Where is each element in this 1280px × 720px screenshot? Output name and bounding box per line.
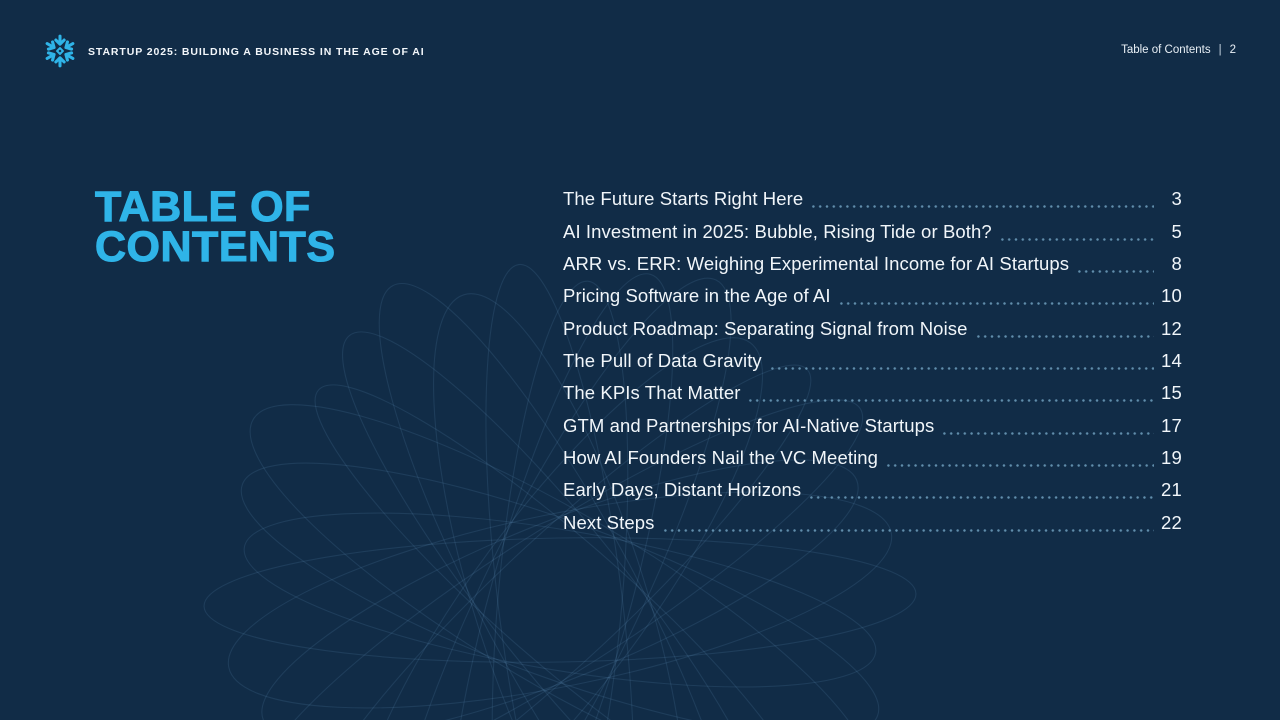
toc-entry[interactable] <box>563 506 1182 538</box>
toc-entry-label: Early Days, Distant Horizons <box>563 479 802 501</box>
toc-entry-page: 8 <box>1171 252 1182 274</box>
page-number: 2 <box>1229 44 1236 56</box>
toc-entry-label: How AI Founders Nail the VC Meeting <box>563 446 879 468</box>
toc-entry[interactable] <box>563 280 1182 312</box>
dotted-leader <box>975 312 1154 344</box>
page-title-line1: TABLE OF <box>95 183 311 231</box>
dotted-leader <box>662 506 1155 538</box>
toc-entry-label: AI Investment in 2025: Bubble, Rising Tide or Both? <box>563 220 992 242</box>
toc-entry-page: 21 <box>1161 479 1182 501</box>
snowflake-logo-icon <box>42 33 78 69</box>
dotted-leader <box>1076 248 1154 280</box>
toc-entry-page: 17 <box>1161 414 1182 436</box>
toc-entry-label: Next Steps <box>563 511 655 533</box>
toc-entry-label: The KPIs That Matter <box>563 382 741 404</box>
toc-entry-label: GTM and Partnerships for AI-Native Startups <box>563 414 935 436</box>
dotted-leader <box>769 345 1154 377</box>
slide-header <box>0 0 1280 72</box>
toc-entry-label: The Future Starts Right Here <box>563 188 804 210</box>
toc-entry-label: The Pull of Data Gravity <box>563 349 762 371</box>
toc-entry-page: 12 <box>1161 317 1182 339</box>
toc-entry[interactable] <box>563 248 1182 280</box>
dotted-leader <box>838 280 1154 312</box>
dotted-leader <box>941 409 1154 441</box>
toc-entry-page: 14 <box>1161 349 1182 371</box>
toc-entry-label: ARR vs. ERR: Weighing Experimental Income for AI Startups <box>563 252 1070 274</box>
toc-entry[interactable] <box>563 377 1182 409</box>
header-page-indicator <box>1121 44 1236 56</box>
toc-entry[interactable] <box>563 215 1182 247</box>
toc-entry[interactable] <box>563 312 1182 344</box>
toc-entry-page: 5 <box>1171 220 1182 242</box>
separator: | <box>1218 44 1222 56</box>
page-title-line2: CONTENTS <box>95 223 336 271</box>
toc-entry[interactable] <box>563 474 1182 506</box>
toc-entry-page: 22 <box>1161 511 1182 533</box>
toc-entry[interactable] <box>563 345 1182 377</box>
toc-entry-label: Product Roadmap: Separating Signal from Noise <box>563 317 968 339</box>
toc-entry[interactable] <box>563 183 1182 215</box>
dotted-leader <box>810 183 1154 215</box>
toc-entry-page: 19 <box>1161 446 1182 468</box>
toc-entry-page: 15 <box>1161 382 1182 404</box>
toc-list <box>563 183 1182 539</box>
toc-entry[interactable] <box>563 409 1182 441</box>
toc-entry-page: 3 <box>1171 188 1182 210</box>
dotted-leader <box>885 442 1154 474</box>
page-title <box>95 183 336 271</box>
section-label: Table of Contents <box>1121 44 1211 56</box>
toc-entry-label: Pricing Software in the Age of AI <box>563 285 831 307</box>
deck-title: STARTUP 2025: BUILDING A BUSINESS IN THE AGE OF AI <box>88 46 425 58</box>
toc-entry[interactable] <box>563 442 1182 474</box>
dotted-leader <box>747 377 1154 409</box>
dotted-leader <box>808 474 1154 506</box>
dotted-leader <box>999 215 1154 247</box>
toc-entry-page: 10 <box>1161 285 1182 307</box>
